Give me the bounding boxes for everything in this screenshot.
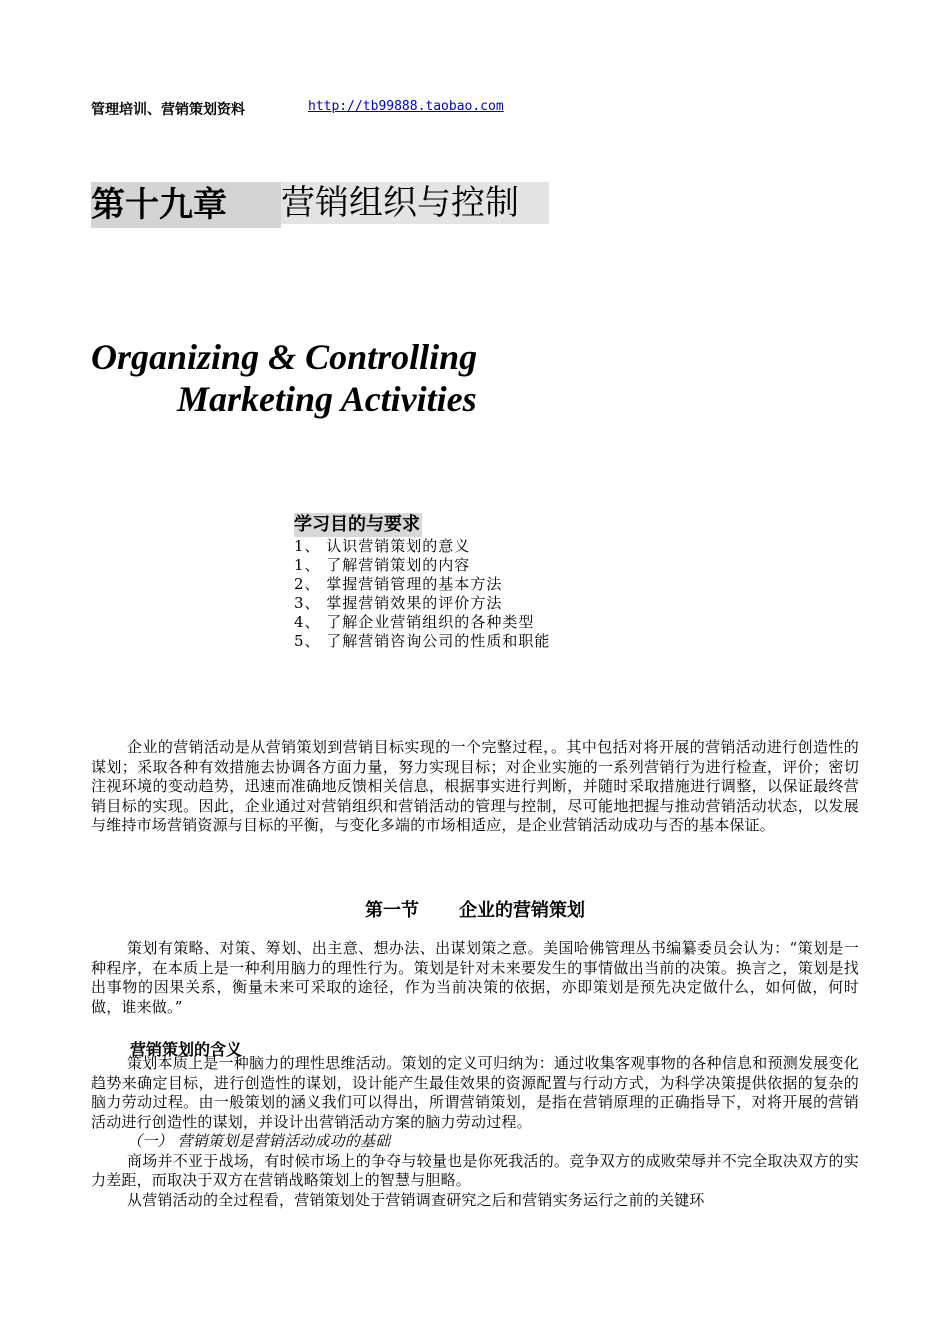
intro-text: 企业的营销活动是从营销策划到营销目标实现的一个完整过程，。其中包括对将开展的营销活动进行创造性的谋划；采取各种有效措施去协调各方面力量，努力实现目标；对企业实施的一系列营销行为进行检查，评价；密切注视环境的变动趋势，迅速而准确地反馈相关信息，根据事实进行判断，并随时采取措施进行调整，以保证最终营销目标的实现。因此，企业通过对营销组织和营销活动的管理与控制，尽可能地把握与推动营销活动状态，以发展与维持市场营销资源与目标的平衡，与变化多端的市场相适应，是企业营销活动成功与否的基本保证。	[91, 738, 859, 834]
goal-item: 4、 了解企业营销组织的各种类型	[294, 613, 535, 631]
header-link[interactable]: http://tb99888.taobao.com	[308, 99, 504, 114]
meaning-section	[91, 1054, 859, 1210]
english-title	[91, 336, 477, 420]
goal-item: 1、 认识营销策划的意义	[294, 537, 471, 555]
page-header	[91, 99, 504, 119]
chapter-heading	[91, 182, 549, 228]
intro-paragraph	[91, 738, 859, 836]
goal-item: 2、 掌握营销管理的基本方法	[294, 575, 503, 593]
section-number: 第一节	[365, 900, 419, 921]
meaning-heading: 营销策划的含义	[130, 1040, 243, 1059]
section-title: 企业的营销策划	[459, 900, 585, 921]
meaning-text-2: 商场并不亚于战场，有时候市场上的争夺与较量也是你死我活的。竞争双方的成败荣辱并不完全取决双方的实力差距，而取决于双方在营销战略策划上的智慧与胆略。	[91, 1151, 859, 1189]
goal-item: 1、 了解营销策划的内容	[294, 556, 471, 574]
learning-goals	[294, 513, 550, 651]
chapter-number: 第十九章	[91, 182, 281, 228]
meaning-text: 策划本质上是一种脑力的理性思维活动。策划的定义可归纳为：通过收集客观事物的各种信息和预测发展变化趋势来确定目标，进行创造性的谋划，设计能产生最佳效果的资源配置与行动方式，为科学决策提供依据的复杂的脑力劳动过程。由一般策划的涵义我们可以得出，所谓营销策划，是指在营销原理的正确指导下，对将开展的营销活动进行创造性的谋划，并设计出营销活动方案的脑力劳动过程。	[91, 1054, 859, 1131]
goal-item: 3、 掌握营销效果的评价方法	[294, 594, 503, 612]
plan-paragraph	[91, 939, 859, 1017]
meaning-text-3: 从营销活动的全过程看，营销策划处于营销调查研究之后和营销实务运行之前的关键环	[127, 1190, 705, 1209]
section-heading	[0, 896, 950, 922]
goals-title: 学习目的与要求	[294, 514, 420, 535]
goals-list	[294, 537, 550, 651]
english-title-line1: Organizing & Controlling	[91, 337, 478, 377]
chapter-title: 营销组织与控制	[281, 182, 549, 224]
goal-item: 5、 了解营销咨询公司的性质和职能	[294, 632, 551, 650]
header-label: 管理培训、营销策划资料	[91, 102, 245, 118]
meaning-subheading: （一） 营销策划是营销活动成功的基础	[127, 1132, 391, 1150]
plan-text: 策划有策略、对策、筹划、出主意、想办法、出谋划策之意。美国哈佛管理丛书编纂委员会认为：“策划是一种程序，在本质上是一种利用脑力的理性行为。策划是针对未来要发生的事情做出当前的决策。换言之，策划是找出事物的因果关系，衡量未来可采取的途径，作为当前决策的依据，亦即策划是预先决定做什么，如何做，何时做，谁来做。”	[91, 939, 859, 1016]
english-title-line2: Marketing Activities	[177, 379, 477, 419]
